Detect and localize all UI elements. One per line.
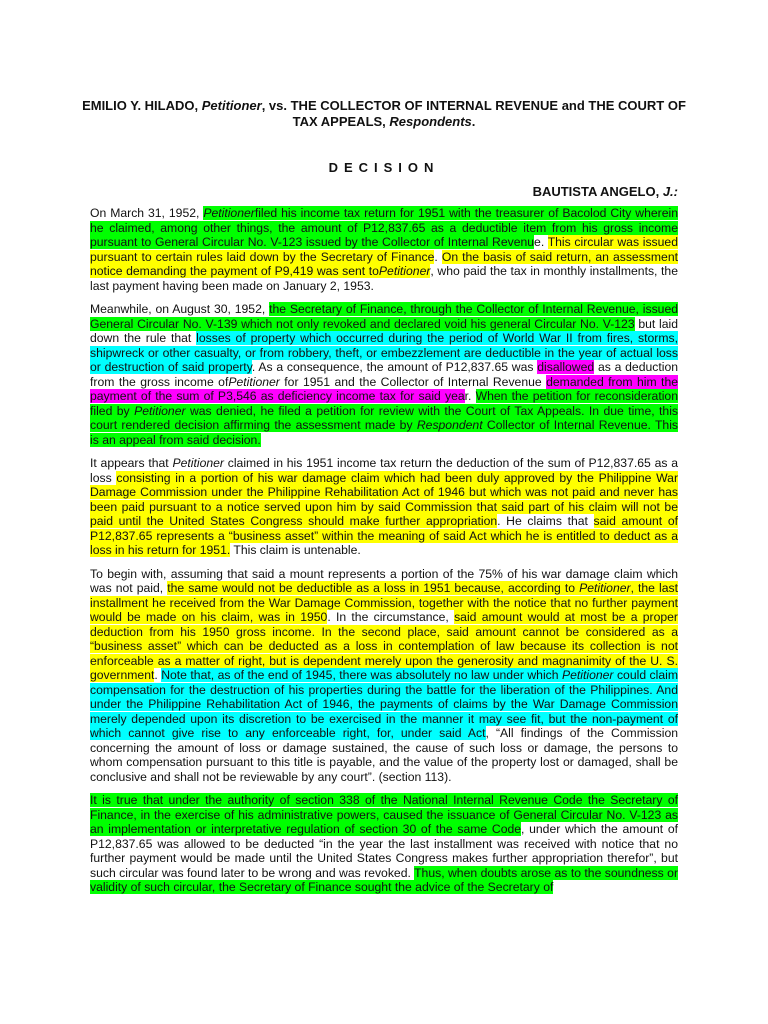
highlighted-text: On the basis of said return, an assessment notice demanding the payment of P9,419 was sent to (90, 249, 678, 278)
paragraph (90, 567, 678, 785)
highlighted-text: Petitioner (562, 668, 614, 682)
highlighted-text: Petitioner (579, 581, 631, 595)
text-segment: It appears that (90, 456, 173, 470)
text-segment: . He claims that (497, 514, 594, 528)
highlighted-text: , the last installment he received from the War Damage Commission, together with the notice that no further payment would be made on his claim, was in 1950 (90, 581, 678, 624)
caption-end: . (471, 114, 476, 129)
highlighted-text: the same would not be deductible as a loss in 1951 because, according to (167, 581, 580, 595)
highlighted-text: filed his income tax return for 1951 with the treasurer of Bacolod City wherein he claimed, among other things, the amount of P12,837.65 as a deductible item from his gross income pursuant to General Circular No. V-123 issued by the Collector of Internal Revenu (90, 206, 678, 249)
case-caption (80, 98, 688, 130)
highlighted-text: Thus, when doubts arose as to the soundness or validity of such circular, the Secretary of Finance sought the advice of the Secretary of (90, 865, 678, 894)
text-segment: . (434, 249, 442, 264)
highlighted-text: disallowed (537, 360, 595, 374)
highlighted-text: was denied, he filed a petition for review with the Court of Tax Appeals. In due time, this court rendered decision affirming the assessment made by (90, 403, 678, 432)
text-segment: Petitioner (228, 374, 280, 389)
caption-versus: , vs. THE COLLECTOR OF INTERNAL REVENUE and THE COURT OF TAX APPEALS, (261, 98, 686, 129)
highlighted-text: losses of property which occurred during the period of World War II from fires, storms, shipwreck or other casualty, or from robbery, theft, or embezzlement are deductible in the year of actual loss or destruction of said property (90, 331, 678, 374)
text-segment: for 1951 and the Collector of Internal Revenue (279, 374, 547, 389)
highlighted-text: consisting in a portion of his war damage claim which had been duly approved by the Philippine War Damage Commission under the Philippine Rehabilitation Act of 1946 but which was not paid and never has been paid pursuant to a notice served upon him by said Commission that said part of his claim will not be paid until the United States Congress should make further appropriation (90, 470, 678, 528)
text-segment: but laid down the rule that (90, 316, 678, 345)
highlighted-text: could claim compensation for the destruction of his properties during the battle for the liberation of the Philippines. And under the Philippine Rehabilitation Act of 1946, the payments of claims by the War Damage Commission merely depended upon its discretion to be exercised in the manner it may see fit, but the non-payment of which cannot give rise to any enforceable right, for, under said Act (90, 668, 678, 740)
highlighted-text: Collector of Internal Revenue. This is an appeal from said decision. (90, 418, 678, 447)
text-segment: . As a consequence, the amount of P12,837.65 was (251, 360, 538, 374)
text-segment: . (154, 668, 162, 682)
decision-heading: DECISION (328, 160, 440, 175)
highlighted-text: said amount would at most be a proper deduction from his 1950 gross income. In the second place, said amount cannot be considered as a “business asset” which can be deducted as a loss in contemplation of law because its collection is not enforceable as a matter of right, but is dependent merely upon the generosity and magnanimity of the U. S. government (90, 610, 678, 682)
highlighted-text: Respondent (416, 418, 483, 432)
text-segment: . In the circumstance, (327, 610, 455, 624)
text-segment: , under which the amount of P12,837.65 was allowed to be deducted “in the year the last installment was received with notice that no further payment would be made until the United States Congress makes further appropriation therefor”, but such circular was found later to be wrong and was revoked. (90, 822, 678, 880)
ponente-title: J.: (662, 184, 678, 199)
highlighted-text: said amount of P12,837.65 represents a “business asset” within the meaning of said Act which he is entitled to deduct as a loss in his return for 1951. (90, 514, 679, 557)
caption-parties: EMILIO Y. HILADO, (82, 98, 202, 113)
petitioner-role: Petitioner (201, 98, 262, 113)
text-segment: Petitioner (172, 456, 224, 470)
ponente (533, 184, 678, 199)
paragraph (90, 302, 678, 447)
text-segment: , who paid the tax in monthly installments, the last payment having been made on January 2, 1953. (90, 264, 678, 293)
respondents-role: Respondents (389, 114, 472, 129)
paragraph (90, 793, 678, 895)
highlighted-text: When the petition for reconsideration filed by (90, 389, 678, 418)
highlighted-text: Petitioner (203, 206, 255, 220)
decision-body (90, 206, 678, 904)
text-segment: claimed in his 1951 income tax return the deduction of the sum of P12,837.65 as a loss (90, 456, 678, 485)
highlighted-text: This circular was issued pursuant to certain rules laid down by the Secretary of Finance (90, 235, 678, 264)
highlighted-text: It is true that under the authority of section 338 of the National Internal Revenue Code the Secretary of Finance, in the exercise of his administrative powers, caused the issuance of General Circular No. V-123 as an implementation or interpretative regulation of section 30 of the same Code (90, 793, 678, 836)
text-segment: To begin with, assuming that said a mount represents a portion of the 75% of his war damage claim which was not paid, (90, 566, 678, 595)
highlighted-text: Note that, as of the end of 1945, there was absolutely no law under which (161, 668, 562, 682)
text-segment: , “All findings of the Commission concerning the amount of loss or damage sustained, the cause of such loss or damage, the persons to whom compensation pursuant to this title is payable, and the value of the property lost or damaged, shall be conclusive and shall not be reviewable by any court”. (section 113). (90, 726, 679, 784)
text-segment: On March 31, 1952, (90, 206, 204, 220)
text-segment: Meanwhile, on August 30, 1952, (90, 302, 270, 316)
text-segment: as a deduction from the gross income of (90, 360, 679, 389)
highlighted-text: the Secretary of Finance, through the Collector of Internal Revenue, issued General Circular No. V-139 which not only revoked and declared void his general Circular No. V-123 (90, 302, 678, 331)
ponente-name: BAUTISTA ANGELO, (532, 184, 663, 199)
text-segment: This claim is untenable. (230, 543, 361, 557)
paragraph (90, 456, 678, 558)
paragraph (90, 206, 678, 293)
highlighted-text: Petitioner (378, 264, 431, 278)
text-segment: e. (534, 235, 548, 249)
highlighted-text: demanded from him the payment of the sum of P3,546 as deficiency income tax for said yea (90, 374, 679, 403)
highlighted-text: Petitioner (134, 403, 186, 418)
text-segment: r. (464, 389, 476, 403)
